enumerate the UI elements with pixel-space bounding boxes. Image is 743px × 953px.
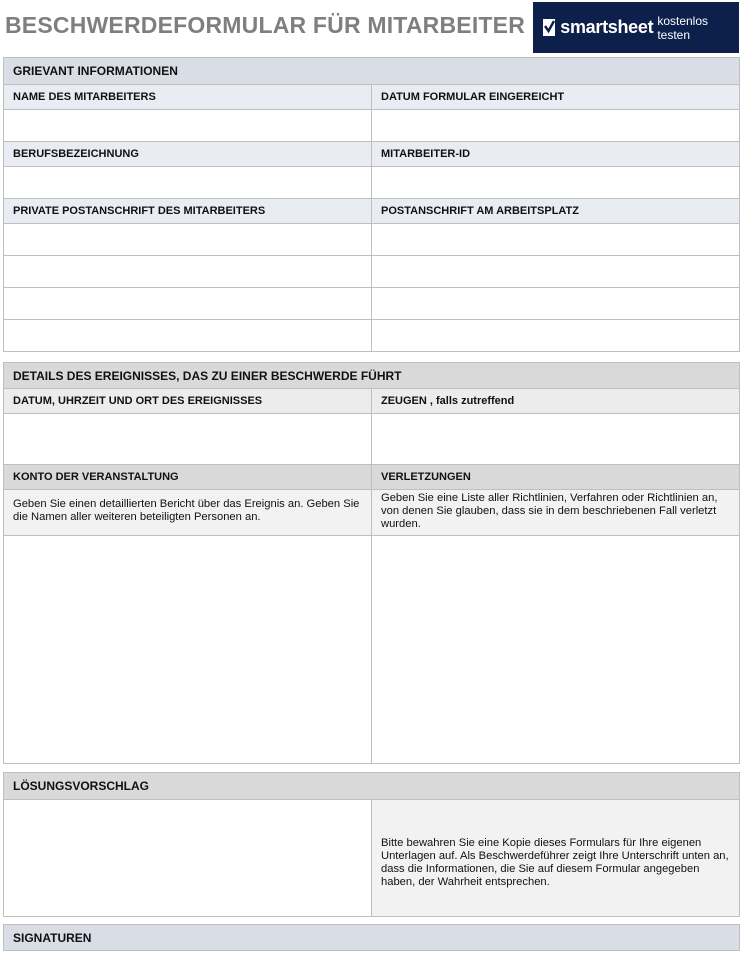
job-title-field[interactable] <box>4 167 371 198</box>
account-field[interactable] <box>4 536 371 763</box>
account-hint: Geben Sie einen detaillierten Bericht über das Ereignis an. Geben Sie die Namen aller weiteren beteiligten Personen an. <box>4 490 371 535</box>
smartsheet-logo-button[interactable] <box>533 2 739 53</box>
label-account: KONTO DER VERANSTALTUNG <box>4 465 371 489</box>
home-address-line-1[interactable] <box>4 224 371 255</box>
employee-name-field[interactable] <box>4 110 371 141</box>
home-address-line-4[interactable] <box>4 320 371 351</box>
label-datetime-place: DATUM, UHRZEIT UND ORT DES EREIGNISSES <box>4 389 371 413</box>
incident-details-section <box>3 362 740 764</box>
label-employee-id: MITARBEITER-ID <box>371 142 739 166</box>
work-address-line-3[interactable] <box>371 288 739 319</box>
section-header-incident: DETAILS DES EREIGNISSES, DAS ZU EINER BESCHWERDE FÜHRT <box>4 363 739 388</box>
label-employee-name: NAME DES MITARBEITERS <box>4 85 371 109</box>
logo-brand: smartsheet <box>560 17 654 37</box>
label-date-submitted: DATUM FORMULAR EINGEREICHT <box>371 85 739 109</box>
work-address-line-2[interactable] <box>371 256 739 287</box>
label-home-address: PRIVATE POSTANSCHRIFT DES MITARBEITERS <box>4 199 371 223</box>
home-address-line-3[interactable] <box>4 288 371 319</box>
page-title: BESCHWERDEFORMULAR FÜR MITARBEITER <box>5 12 526 38</box>
section-header-grievant: GRIEVANT INFORMATIONEN <box>4 58 739 84</box>
label-job-title: BERUFSBEZEICHNUNG <box>4 142 371 166</box>
section-header-resolution: LÖSUNGSVORSCHLAG <box>4 773 739 799</box>
home-address-line-2[interactable] <box>4 256 371 287</box>
signatures-section <box>3 924 740 951</box>
resolution-field[interactable] <box>4 800 371 916</box>
label-witnesses: ZEUGEN , falls zutreffend <box>371 389 739 413</box>
grievant-info-section <box>3 57 740 352</box>
work-address-line-4[interactable] <box>371 320 739 351</box>
label-violations: VERLETZUNGEN <box>371 465 739 489</box>
logo-cta: kostenlos testen <box>657 13 709 42</box>
employee-id-field[interactable] <box>371 167 739 198</box>
witnesses-field[interactable] <box>371 414 739 464</box>
label-work-address: POSTANSCHRIFT AM ARBEITSPLATZ <box>371 199 739 223</box>
resolution-section <box>3 772 740 917</box>
violations-hint: Geben Sie eine Liste aller Richtlinien, Verfahren oder Richtlinien an, von denen Sie glauben, dass sie in dem beschriebenen Fall verletzt wurden. <box>371 490 739 535</box>
smartsheet-check-icon <box>543 19 555 36</box>
signature-instruction: Bitte bewahren Sie eine Kopie dieses Formulars für Ihre eigenen Unterlagen auf. Als Beschwerdeführer zeigt Ihre Unterschrift unten an, dass die Informationen, die Sie auf diesem Formular angegeben haben, der Wahrheit entsprechen. <box>371 800 739 916</box>
work-address-line-1[interactable] <box>371 224 739 255</box>
datetime-place-field[interactable] <box>4 414 371 464</box>
date-submitted-field[interactable] <box>371 110 739 141</box>
section-header-signatures: SIGNATUREN <box>4 925 739 950</box>
violations-field[interactable] <box>371 536 739 763</box>
